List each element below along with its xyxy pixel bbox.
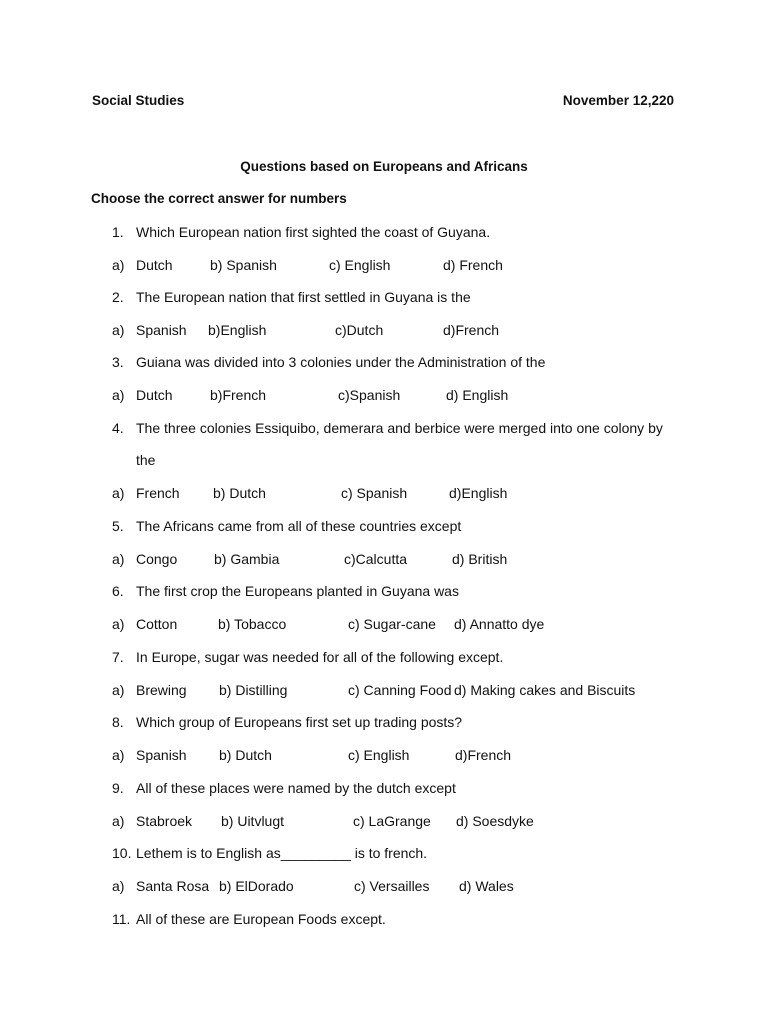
answer-prefix: a) [112, 682, 125, 698]
answer-option-c: c) Spanish [341, 485, 408, 501]
answer-option-a: Spanish [136, 322, 187, 338]
question-text: Which European nation first sighted the coast of Guyana. [136, 224, 491, 240]
answer-option-c: c) Versailles [354, 878, 430, 894]
answer-row-9 [0, 813, 768, 833]
question-text: All of these places were named by the dutch except [136, 780, 456, 796]
answer-option-b: b) Gambia [214, 551, 280, 567]
question-8 [0, 714, 768, 734]
answer-option-d: d) British [452, 551, 508, 567]
question-text: In Europe, sugar was needed for all of the following except. [136, 649, 504, 665]
answer-prefix: a) [112, 551, 125, 567]
question-10 [0, 845, 768, 865]
question-4-continued [0, 452, 768, 472]
answer-row-2 [0, 322, 768, 342]
answer-row-4 [0, 485, 768, 505]
question-4 [0, 420, 768, 440]
answer-option-a: Santa Rosa [136, 878, 210, 894]
answer-prefix: a) [112, 485, 125, 501]
question-number: 9. [112, 780, 124, 796]
question-number: 6. [112, 583, 124, 599]
question-6 [0, 583, 768, 603]
question-text: The first crop the Europeans planted in Guyana was [136, 583, 459, 599]
subject-heading: Social Studies [92, 93, 185, 108]
answer-option-a: Dutch [136, 387, 173, 403]
answer-option-d: d) Wales [459, 878, 514, 894]
answer-prefix: a) [112, 878, 125, 894]
answer-row-7 [0, 682, 768, 702]
answer-option-c: c)Calcutta [344, 551, 408, 567]
answer-option-a: Stabroek [136, 813, 193, 829]
answer-option-c: c)Spanish [338, 387, 401, 403]
answer-row-5 [0, 551, 768, 571]
answer-option-c: c)Dutch [335, 322, 384, 338]
question-text: All of these are European Foods except. [136, 911, 386, 927]
question-text-continued: the [136, 452, 156, 468]
answer-option-d: d) Annatto dye [454, 616, 545, 632]
answer-option-c: c) Canning Food [348, 682, 452, 698]
question-number: 4. [112, 420, 124, 436]
answer-row-1 [0, 257, 768, 277]
answer-prefix: a) [112, 813, 125, 829]
question-1 [0, 224, 768, 244]
answer-prefix: a) [112, 257, 125, 273]
question-number: 8. [112, 714, 124, 730]
answer-row-3 [0, 387, 768, 407]
answer-option-b: b)English [208, 322, 267, 338]
answer-option-b: b) Distilling [219, 682, 288, 698]
answer-option-b: b) Spanish [210, 257, 277, 273]
answer-option-b: b) ElDorado [219, 878, 294, 894]
question-text: The European nation that first settled in Guyana is the [136, 289, 471, 305]
question-text: Lethem is to English as_________ is to french. [136, 845, 428, 861]
answer-option-b: b)French [210, 387, 267, 403]
question-9 [0, 780, 768, 800]
question-text: The three colonies Essiquibo, demerara and berbice were merged into one colony by [136, 420, 663, 436]
question-3 [0, 354, 768, 374]
question-text: Guiana was divided into 3 colonies under the Administration of the [136, 354, 546, 370]
answer-option-c: c) English [329, 257, 391, 273]
answer-row-10 [0, 878, 768, 898]
question-7 [0, 649, 768, 669]
question-number: 10. [112, 845, 132, 861]
question-2 [0, 289, 768, 309]
date-heading: November 12,220 [562, 93, 674, 108]
answer-option-a: Spanish [136, 747, 187, 763]
question-number: 7. [112, 649, 124, 665]
answer-option-b: b) Uitvlugt [221, 813, 285, 829]
answer-option-d: d) Soesdyke [456, 813, 534, 829]
answer-option-d: d) French [443, 257, 503, 273]
question-11 [0, 911, 768, 931]
question-text: The Africans came from all of these countries except [136, 518, 462, 534]
question-text: Which group of Europeans first set up trading posts? [136, 714, 463, 730]
answer-option-d: d) Making cakes and Biscuits [454, 682, 636, 698]
question-number: 1. [112, 224, 124, 240]
answer-option-c: c) English [348, 747, 410, 763]
answer-row-6 [0, 616, 768, 636]
question-5 [0, 518, 768, 538]
answer-option-d: d)French [455, 747, 512, 763]
answer-prefix: a) [112, 387, 125, 403]
answer-option-a: French [136, 485, 180, 501]
answer-prefix: a) [112, 616, 125, 632]
answer-option-b: b) Dutch [219, 747, 272, 763]
answer-row-8 [0, 747, 768, 767]
answer-option-a: Congo [136, 551, 178, 567]
question-number: 5. [112, 518, 124, 534]
answer-option-c: c) Sugar-cane [348, 616, 436, 632]
answer-option-a: Dutch [136, 257, 173, 273]
answer-option-d: d)English [449, 485, 508, 501]
question-number: 2. [112, 289, 124, 305]
answer-option-d: d) English [446, 387, 509, 403]
answer-prefix: a) [112, 747, 125, 763]
answer-option-b: b) Dutch [213, 485, 266, 501]
answer-option-b: b) Tobacco [218, 616, 287, 632]
answer-prefix: a) [112, 322, 125, 338]
worksheet-title: Questions based on Europeans and Africans [240, 159, 528, 174]
answer-option-d: d)French [443, 322, 500, 338]
question-number: 3. [112, 354, 124, 370]
answer-option-a: Brewing [136, 682, 187, 698]
answer-option-c: c) LaGrange [353, 813, 431, 829]
instruction-text: Choose the correct answer for numbers [91, 191, 347, 206]
answer-option-a: Cotton [136, 616, 178, 632]
question-number: 11. [112, 911, 131, 927]
